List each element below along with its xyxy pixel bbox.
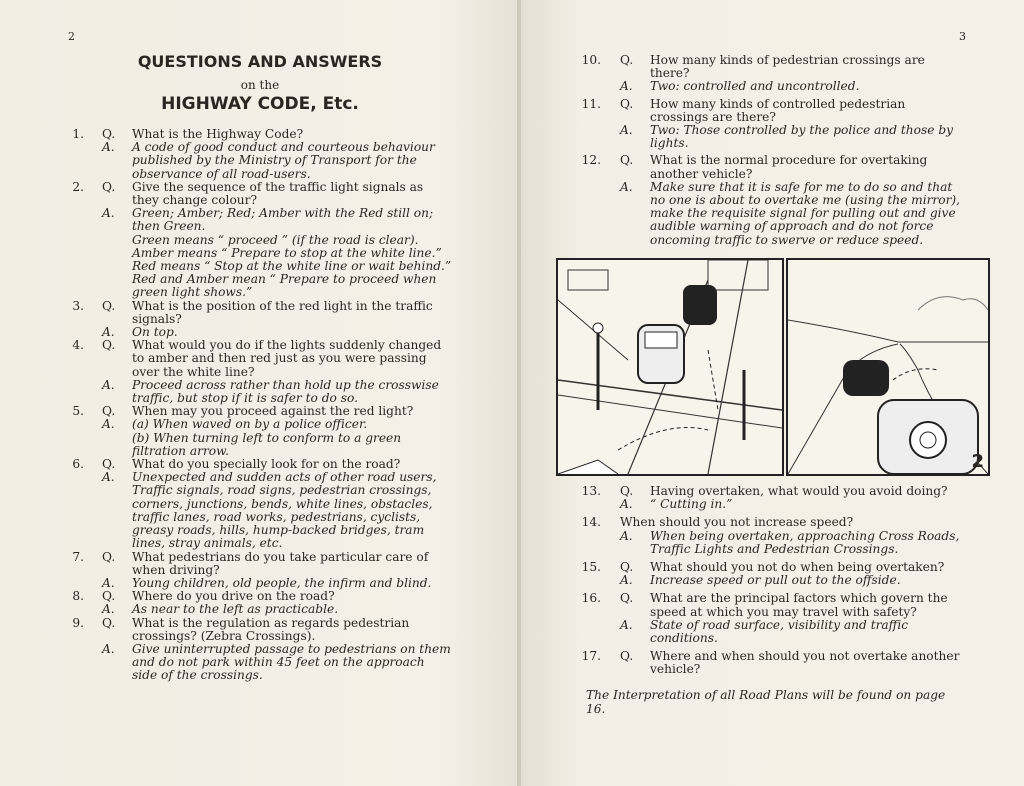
answer-text: Two: Those controlled by the police and those by lights. xyxy=(650,123,954,151)
traffic-scene-drawing xyxy=(558,260,782,474)
question-text: How many kinds of pedestrian crossings are there? xyxy=(650,53,925,81)
answer-text: State of road surface, visibility and traffic conditions. xyxy=(650,617,909,646)
answer-marker: A. xyxy=(102,325,115,340)
answer-text: On top. xyxy=(132,325,178,340)
page-title: QUESTIONS AND ANSWERS xyxy=(137,52,383,71)
illustration-overtaking xyxy=(786,258,990,476)
answer-marker: A. xyxy=(102,377,115,392)
answer-text: (b) When turning left to conform to a green filtration arrow. xyxy=(132,430,402,458)
question-marker: Q. xyxy=(102,338,116,353)
answer-text: Amber means “ Prepare to stop at the white line.” xyxy=(132,245,442,260)
question-marker: Q. xyxy=(102,589,116,604)
qa-row xyxy=(581,485,967,498)
question-text: Give the sequence of the traffic light signals as they change colour? xyxy=(132,179,424,208)
qa-row xyxy=(62,141,452,181)
qa-row xyxy=(581,592,967,618)
answer-text: “ Cutting in.” xyxy=(650,497,733,512)
question-text: How many kinds of controlled pedestrian crossings are there? xyxy=(650,96,906,124)
qa-row xyxy=(581,650,967,676)
answer-text: Young children, old people, the infirm and blind. xyxy=(132,575,432,590)
qa-row xyxy=(62,300,452,326)
qa-row xyxy=(581,154,967,180)
answer-marker: A. xyxy=(102,602,115,617)
qa-row xyxy=(62,471,452,550)
right-page xyxy=(521,0,1024,786)
answer-marker: A. xyxy=(102,641,115,656)
question-marker: Q. xyxy=(620,53,634,67)
question-number: 1. xyxy=(72,127,84,141)
answer-text: Proceed across rather than hold up the crosswise traffic, but stop if it is safer to do so. xyxy=(132,377,439,406)
answer-text: As near to the left as practicable. xyxy=(132,602,339,617)
answer-marker: A. xyxy=(102,206,115,221)
answer-text: Increase speed or pull out to the offside. xyxy=(650,573,901,588)
question-marker: Q. xyxy=(620,484,634,498)
qa-row xyxy=(62,432,452,458)
qa-row xyxy=(62,551,452,577)
question-text: What pedestrians do you take particular care of when driving? xyxy=(132,549,429,577)
qa-row xyxy=(62,617,452,643)
question-number: 15. xyxy=(581,560,601,575)
qa-row xyxy=(581,530,967,556)
question-text: What is the position of the red light in the traffic signals? xyxy=(132,298,433,326)
question-text: What should you not do when being overtaken? xyxy=(650,560,945,575)
qa-row xyxy=(581,98,967,124)
question-text: What is the regulation as regards pedestrian crossings? (Zebra Crossings). xyxy=(132,615,410,643)
answer-marker: A. xyxy=(620,79,633,94)
qa-row xyxy=(62,603,452,616)
question-text: What are the principal factors which govern the speed at which you may travel with safety? xyxy=(650,591,948,619)
answer-marker: A. xyxy=(620,528,633,543)
question-number: 4. xyxy=(72,338,84,353)
question-number: 11. xyxy=(581,96,601,111)
question-marker: Q. xyxy=(620,96,634,111)
qa-row xyxy=(581,498,967,511)
question-number: 2. xyxy=(72,179,84,194)
answer-text: Give uninterrupted passage to pedestrians on them and do not park within 45 feet on the approach side of the crossings. xyxy=(132,641,451,683)
illustration-traffic-lights xyxy=(556,258,784,476)
question-marker: Q. xyxy=(620,153,634,168)
answer-marker: A. xyxy=(102,417,115,432)
qa-row xyxy=(62,418,452,431)
answer-marker: A. xyxy=(620,497,633,512)
page-title-secondary: HIGHWAY CODE, Etc. xyxy=(161,94,359,114)
question-text: What is the normal procedure for overtaking another vehicle? xyxy=(650,153,928,181)
question-number: 16. xyxy=(581,591,601,606)
answer-text: (a) When waved on by a police officer. xyxy=(132,417,368,432)
question-text: Where and when should you not overtake another vehicle? xyxy=(650,649,960,677)
question-marker: Q. xyxy=(620,591,634,606)
qa-row xyxy=(62,273,452,299)
question-number: 17. xyxy=(581,649,601,664)
question-number: 6. xyxy=(72,457,84,472)
answer-text: A code of good conduct and courteous behaviour published by the Ministry of Transport for the observance of all road-users. xyxy=(132,140,435,181)
question-number: 3. xyxy=(72,298,84,313)
question-text: What would you do if the lights suddenly changed to amber and then red just as you were passing over the white line? xyxy=(132,338,442,379)
question-number: 9. xyxy=(72,615,84,630)
question-marker: Q. xyxy=(102,549,116,564)
answer-marker: A. xyxy=(620,617,633,632)
answer-text: Green means “ proceed ” (if the road is clear). xyxy=(132,232,419,247)
question-number: 14. xyxy=(581,515,601,530)
qa-row xyxy=(62,234,452,247)
answer-marker: A. xyxy=(620,123,633,138)
question-marker: Q. xyxy=(102,179,116,194)
question-text: When should you not increase speed? xyxy=(620,515,854,530)
question-number: 13. xyxy=(581,484,601,498)
answer-marker: A. xyxy=(102,575,115,590)
question-number: 7. xyxy=(72,549,84,564)
answer-text: Make sure that it is safe for me to do so and that no one is about to overtake me (using the mirror), make the requisite signal for pulling out and give audible warning of approach and do not force oncoming traffic to swerve or reduce speed. xyxy=(650,179,961,247)
answer-text: Two: controlled and uncontrolled. xyxy=(650,79,860,94)
answer-text: Red means “ Stop at the white line or wait behind.” xyxy=(132,259,452,274)
answer-text: Red and Amber mean “ Prepare to proceed when green light shows.” xyxy=(132,272,437,300)
question-number: 12. xyxy=(581,153,601,168)
overtaking-scene-drawing xyxy=(788,260,988,474)
question-number: 5. xyxy=(72,404,84,419)
qa-row xyxy=(581,516,967,529)
answer-marker: A. xyxy=(102,470,115,485)
qa-row xyxy=(581,124,967,150)
question-number: 10. xyxy=(581,53,601,67)
footer-note: The Interpretation of all Road Plans will be found on page 16. xyxy=(586,688,946,716)
answer-marker: A. xyxy=(620,179,633,194)
qa-row xyxy=(62,379,452,405)
question-marker: Q. xyxy=(102,457,116,472)
question-text: What is the Highway Code? xyxy=(132,127,304,141)
question-marker: Q. xyxy=(620,560,634,575)
answer-text: When being overtaken, approaching Cross Roads, Traffic Lights and Pedestrian Crossings. xyxy=(650,528,960,556)
question-marker: Q. xyxy=(102,404,116,419)
qa-row xyxy=(581,54,967,80)
question-marker: Q. xyxy=(102,127,116,141)
question-marker: Q. xyxy=(102,615,116,630)
qa-row xyxy=(62,207,452,233)
answer-text: Green; Amber; Red; Amber with the Red still on; then Green. xyxy=(132,206,434,234)
qa-row xyxy=(581,181,967,247)
qa-row xyxy=(62,643,452,683)
figure-number: 2 xyxy=(971,451,984,472)
qa-row xyxy=(581,80,967,93)
question-number: 8. xyxy=(72,589,84,604)
page-number: 3 xyxy=(959,30,966,43)
page-number: 2 xyxy=(68,30,75,43)
question-marker: Q. xyxy=(102,298,116,313)
qa-row xyxy=(581,619,967,645)
qa-row xyxy=(581,574,967,587)
question-text: What do you specially look for on the road? xyxy=(132,457,401,472)
question-text: Having overtaken, what would you avoid doing? xyxy=(650,484,948,498)
qa-row xyxy=(62,339,452,379)
question-marker: Q. xyxy=(620,649,634,664)
page-subtitle: on the xyxy=(240,78,280,92)
qa-row xyxy=(62,181,452,207)
answer-text: Unexpected and sudden acts of other road users, Traffic signals, road signs, pedestrian crossings, corners, junctions, bends, white lines, obstacles, traffic lanes, road works, pedestrians, cyclists, greasy roads, hills, hump-backed bridges, tram lines, stray animals, etc. xyxy=(132,470,437,551)
question-text: When may you proceed against the red light? xyxy=(132,404,414,419)
question-text: Where do you drive on the road? xyxy=(132,589,335,604)
answer-marker: A. xyxy=(102,140,115,155)
answer-marker: A. xyxy=(620,573,633,588)
